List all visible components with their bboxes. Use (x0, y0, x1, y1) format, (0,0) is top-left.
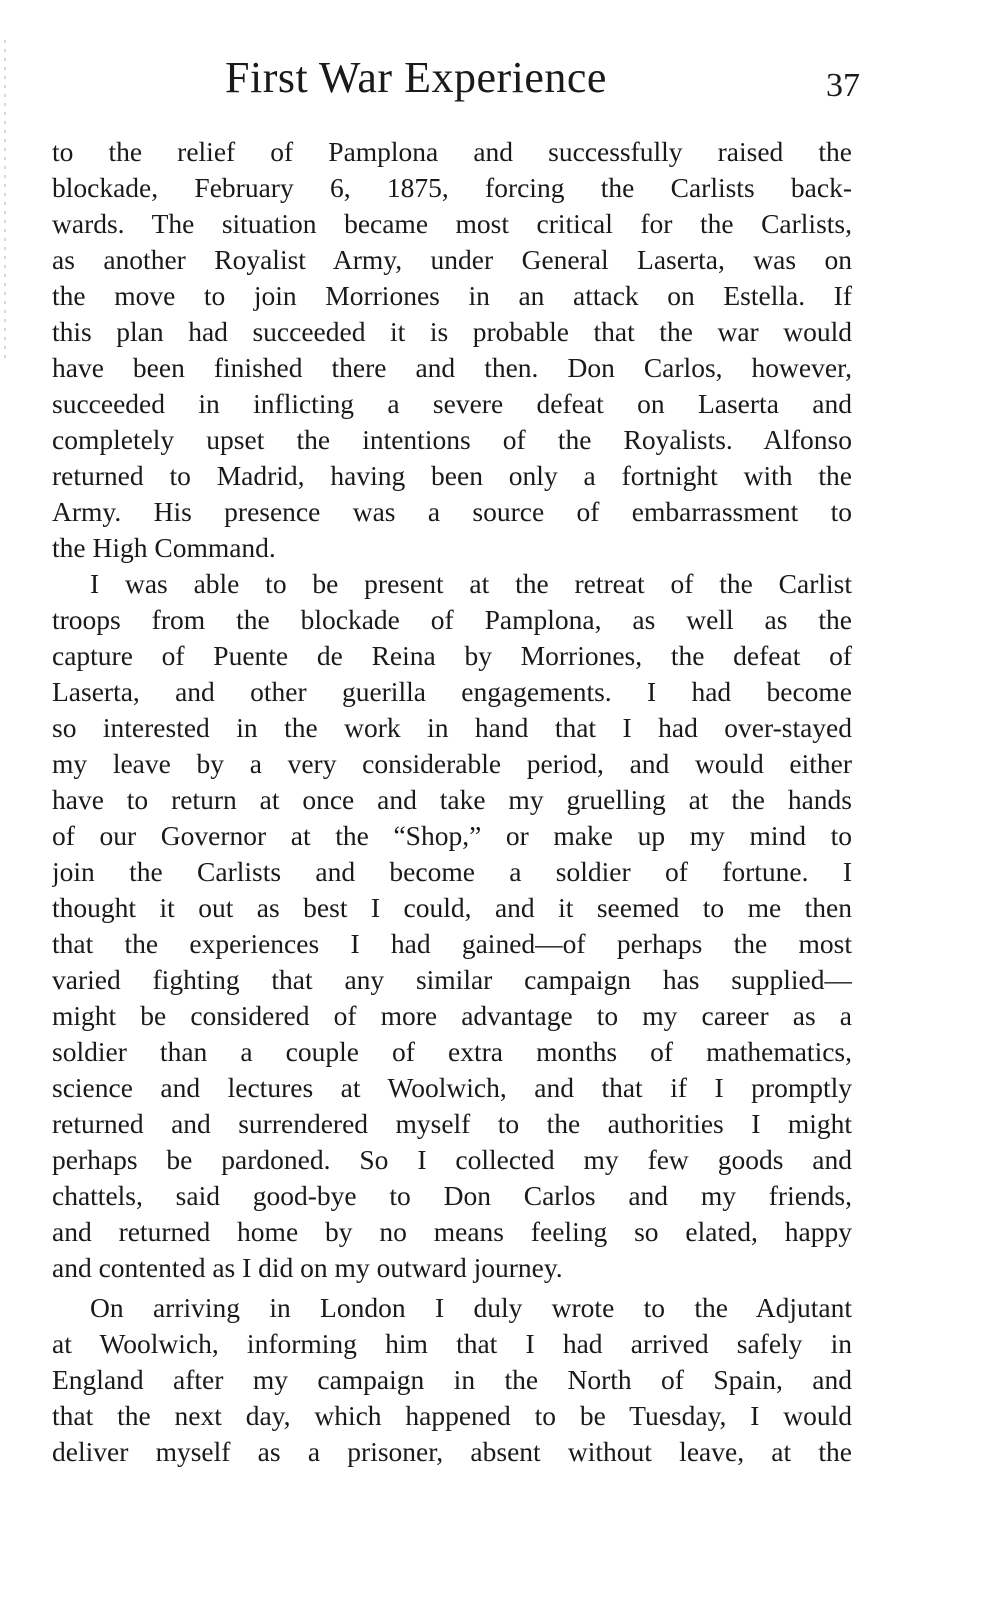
text-line: might be considered of more advantage to my career as a (52, 1000, 852, 1031)
text-line: of our Governor at the “Shop,” or make up my mind to (52, 820, 852, 851)
text-line: returned to Madrid, having been only a fortnight with the (52, 460, 852, 491)
text-line: at Woolwich, informing him that I had arrived safely in (52, 1328, 852, 1359)
text-line: and returned home by no means feeling so elated, happy (52, 1216, 852, 1247)
text-line: blockade, February 6, 1875, forcing the Carlists back- (52, 172, 852, 203)
text-line: this plan had succeeded it is probable that the war would (52, 316, 852, 347)
text-line: the High Command. (52, 532, 276, 563)
text-line: Army. His presence was a source of embarrassment to (52, 496, 852, 527)
text-line: to the relief of Pamplona and successfully raised the (52, 136, 852, 167)
text-line: Laserta, and other guerilla engagements. I had become (52, 676, 852, 707)
text-line: troops from the blockade of Pamplona, as well as the (52, 604, 852, 635)
text-line: that the experiences I had gained—of perhaps the most (52, 928, 852, 959)
text-line: chattels, said good-bye to Don Carlos and my friends, (52, 1180, 852, 1211)
text-line: so interested in the work in hand that I had over-stayed (52, 712, 852, 743)
text-line: deliver myself as a prisoner, absent without leave, at the (52, 1436, 852, 1467)
text-line: join the Carlists and become a soldier of fortune. I (52, 856, 852, 887)
text-line: succeeded in inflicting a severe defeat on Laserta and (52, 388, 852, 419)
text-line: wards. The situation became most critical for the Carlists, (52, 208, 852, 239)
page-edge-mark (4, 40, 6, 360)
text-line: have been finished there and then. Don Carlos, however, (52, 352, 852, 383)
text-line: capture of Puente de Reina by Morriones, the defeat of (52, 640, 852, 671)
text-line: perhaps be pardoned. So I collected my few goods and (52, 1144, 852, 1175)
running-head-title: First War Experience (225, 53, 607, 102)
text-line: returned and surrendered myself to the authorities I might (52, 1108, 852, 1139)
text-line: that the next day, which happened to be Tuesday, I would (52, 1400, 852, 1431)
text-line: as another Royalist Army, under General Laserta, was on (52, 244, 852, 275)
page-number: 37 (826, 67, 860, 104)
text-line: varied fighting that any similar campaign has supplied— (52, 964, 852, 995)
text-line: England after my campaign in the North of Spain, and (52, 1364, 852, 1395)
text-line: and contented as I did on my outward journey. (52, 1252, 563, 1283)
text-line: I was able to be present at the retreat of the Carlist (90, 568, 852, 599)
text-line: science and lectures at Woolwich, and that if I promptly (52, 1072, 852, 1103)
text-line: thought it out as best I could, and it seemed to me then (52, 892, 852, 923)
text-line: the move to join Morriones in an attack on Estella. If (52, 280, 852, 311)
text-line: completely upset the intentions of the Royalists. Alfonso (52, 424, 852, 455)
text-line: soldier than a couple of extra months of mathematics, (52, 1036, 852, 1067)
text-line: my leave by a very considerable period, and would either (52, 748, 852, 779)
text-line: have to return at once and take my gruelling at the hands (52, 784, 852, 815)
text-line: On arriving in London I duly wrote to the Adjutant (90, 1292, 852, 1323)
